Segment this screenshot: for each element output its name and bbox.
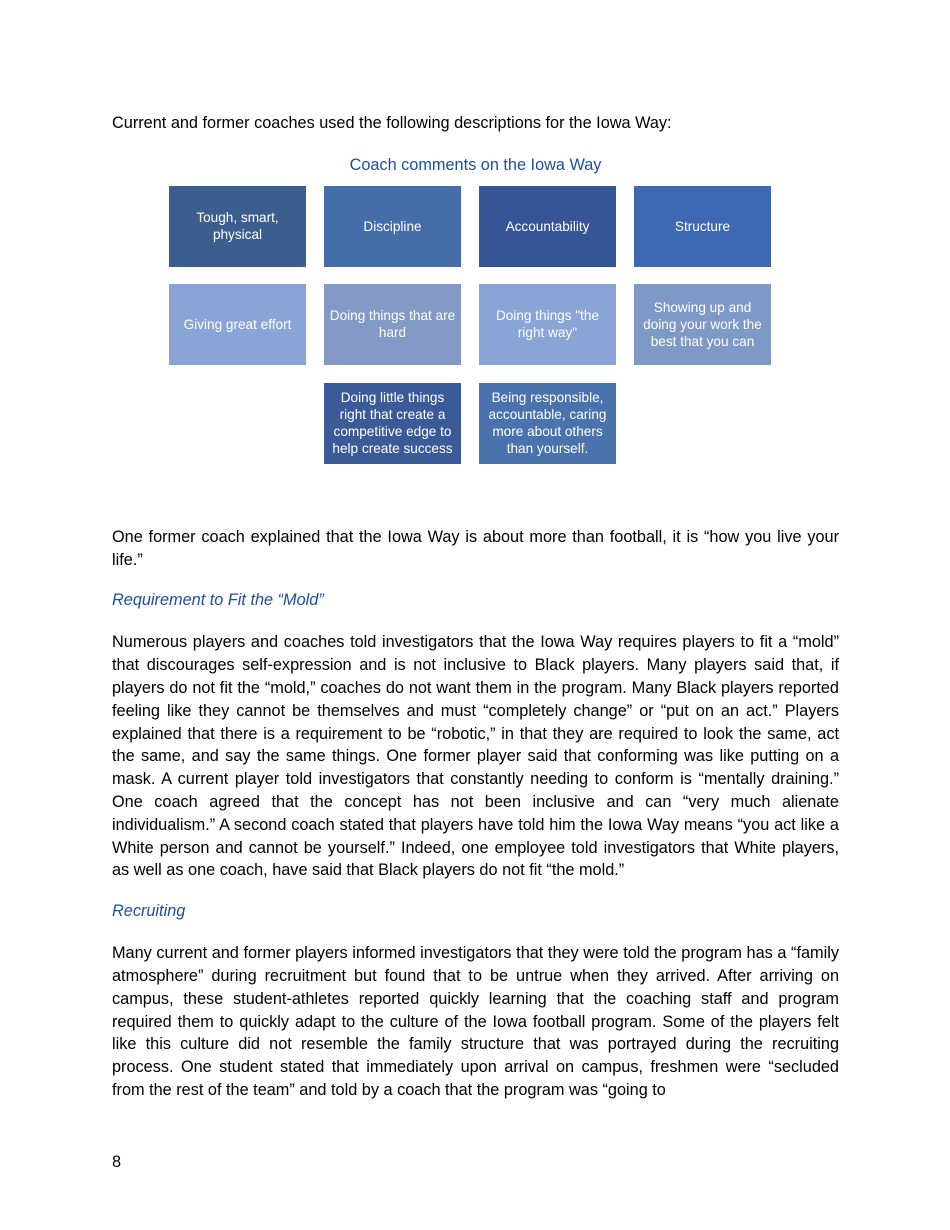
intro-text: Current and former coaches used the following descriptions for the Iowa Way: <box>112 114 672 132</box>
iowa-way-diagram <box>112 186 839 504</box>
page-number: 8 <box>112 1153 122 1171</box>
box-showing-up: Showing up and doing your work the best that you can <box>634 284 771 365</box>
box-being-responsible: Being responsible, accountable, caring more about others than yourself. <box>479 383 616 464</box>
chart-title: Coach comments on the Iowa Way <box>349 155 602 174</box>
box-discipline: Discipline <box>324 186 461 267</box>
box-accountability: Accountability <box>479 186 616 267</box>
section-heading-mold: Requirement to Fit the “Mold” <box>112 591 324 610</box>
box-doing-things-hard: Doing things that are hard <box>324 284 461 365</box>
section-heading-recruiting: Recruiting <box>112 902 186 921</box>
box-right-way: Doing things "the right way" <box>479 284 616 365</box>
box-tough-smart-physical: Tough, smart, physical <box>169 186 306 267</box>
box-structure: Structure <box>634 186 771 267</box>
box-giving-great-effort: Giving great effort <box>169 284 306 365</box>
paragraph-how-you-live: One former coach explained that the Iowa Way is about more than football, it is “how you live your life.” <box>112 527 839 569</box>
paragraph-recruiting: Many current and former players informed investigators that they were told the program has a “family atmosphere” during recruitment but found that to be untrue when they arrived. After arriving on campus, these student-athletes reported quickly learning that the coaching staff and program required them to quickly adapt to the culture of the Iowa football program. Some of the players felt like this culture did not resemble the family structure that was portrayed during the recruiting process. One student stated that immediately upon arrival on campus, freshmen were “secluded from the rest of the team” and told by a coach that the program was “going to <box>112 944 839 1099</box>
box-little-things: Doing little things right that create a competitive edge to help create success <box>324 383 461 464</box>
paragraph-mold: Numerous players and coaches told investigators that the Iowa Way requires players to fit a “mold” that discourages self-expression and is not inclusive to Black players. Many players said that, if players do not fit the “mold,” coaches do not want them in the program. Many Black players reported feeling like they cannot be themselves and must “completely change” or “put on an act.” Players explained that there is a requirement to be “robotic,” in that they are required to look the same, act the same, and say the same things. One former player said that conforming was like putting on a mask. A current player told investigators that constantly needing to conform is “mentally draining.” One coach agreed that the concept has not been inclusive and can “very much alienate individualism.” A second coach stated that players have told him the Iowa Way means “you act like a White person and cannot be yourself.” Indeed, one employee told investigators that White players, as well as one coach, have said that Black players do not fit “the mold.” <box>112 633 839 880</box>
document-page <box>112 112 839 1102</box>
